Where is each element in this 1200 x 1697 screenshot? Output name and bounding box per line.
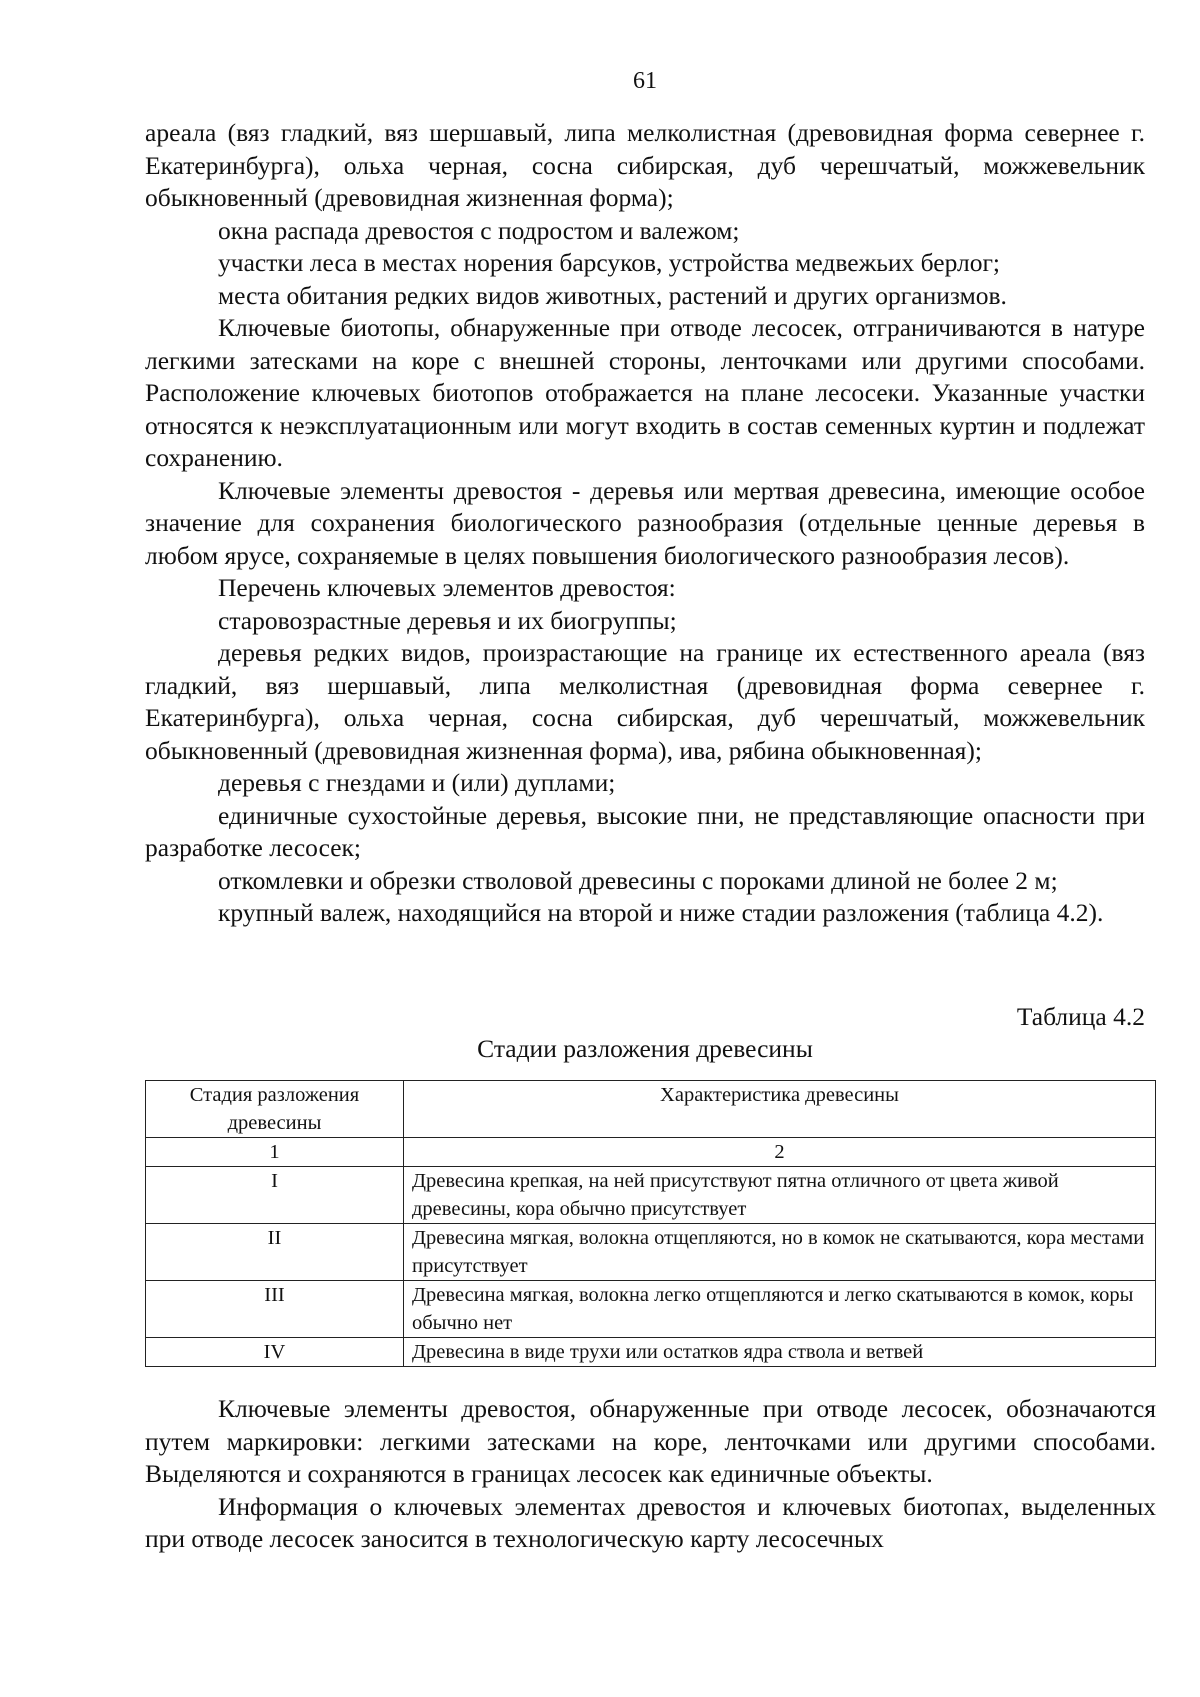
body-text-top <box>145 117 1145 930</box>
paragraph: места обитания редких видов животных, растений и других организмов. <box>218 280 1007 310</box>
paragraph: ареала (вяз гладкий, вяз шершавый, липа мелколистная (древовидная форма севернее г. Екатеринбурга), ольха черная, сосна сибирская, дуб черешчатый, можжевельник обыкновенный (древовидная жизненная форма); <box>145 118 1145 212</box>
paragraph: крупный валеж, находящийся на второй и ниже стадии разложения (таблица 4.2). <box>218 898 1104 927</box>
paragraph: Информация о ключевых элементах древостоя и ключевых биотопах, выделенных при отводе лесосек заносится в технологическую карту лесосечных <box>145 1491 1156 1553</box>
paragraph: старовозрастные деревья и их биогруппы; <box>218 605 677 635</box>
paragraph: Ключевые элементы древостоя - деревья или мертвая древесина, имеющие особое значение для сохранения биологического разнообразия (отдельные ценные деревья в любом ярусе, сохраняемые в целях повышения биологического разнообразия лесов). <box>145 475 1145 570</box>
table-cell: IV <box>146 1338 404 1367</box>
table-cell: 1 <box>146 1138 404 1167</box>
table-header-cell: Характеристика древесины <box>404 1081 1156 1138</box>
table-caption: Таблица 4.2 <box>1016 1002 1145 1031</box>
table-cell: I <box>146 1167 404 1224</box>
paragraph: окна распада древостоя с подростом и валежом; <box>218 215 740 245</box>
table-cell: II <box>146 1224 404 1281</box>
table-cell: Древесина в виде трухи или остатков ядра ствола и ветвей <box>404 1338 1156 1367</box>
table-cell: Древесина мягкая, волокна легко отщепляются и легко скатываются в комок, коры обычно нет <box>404 1281 1156 1338</box>
table-cell: Древесина мягкая, волокна отщепляются, но в комок не скатываются, кора местами присутствует <box>404 1224 1156 1281</box>
body-text-bottom <box>145 1393 1156 1556</box>
paragraph: Ключевые элементы древостоя, обнаруженные при отводе лесосек, обозначаются путем маркировки: легкими затесками на коре, ленточками или другими способами. Выделяются и сохраняются в границах лесосек как единичные объекты. <box>145 1394 1156 1488</box>
paragraph: единичные сухостойные деревья, высокие пни, не представляющие опасности при разработке лесосек; <box>145 800 1145 862</box>
table-row <box>146 1338 1156 1367</box>
paragraph: деревья с гнездами и (или) дуплами; <box>218 768 616 797</box>
paragraph: откомлевки и обрезки стволовой древесины с пороками длиной не более 2 м; <box>218 865 1058 895</box>
table-row <box>146 1281 1156 1338</box>
table-header-cell: Стадия разложения древесины <box>146 1081 404 1138</box>
table-cell: III <box>146 1281 404 1338</box>
paragraph: Перечень ключевых элементов древостоя: <box>218 573 676 602</box>
table-row <box>146 1224 1156 1281</box>
table-row <box>146 1167 1156 1224</box>
table-header-row <box>146 1081 1156 1138</box>
paragraph: Ключевые биотопы, обнаруженные при отводе лесосек, отграничиваются в натуре легкими затесками на коре с внешней стороны, ленточками или другими способами. Расположение ключевых биотопов отображается на плане лесосеки. Указанные участки относятся к неэксплуатационным или могут входить в состав семенных куртин и подлежат сохранению. <box>145 313 1145 472</box>
paragraph: участки леса в местах норения барсуков, устройства медвежьих берлог; <box>218 248 1000 277</box>
page-number: 61 <box>633 68 657 94</box>
table-cell: Древесина крепкая, на ней присутствуют пятна отличного от цвета живой древесины, кора обычно присутствует <box>404 1167 1156 1224</box>
table-title: Стадии разложения древесины <box>477 1034 813 1063</box>
decomposition-stages-table <box>145 1080 1156 1367</box>
paragraph: деревья редких видов, произрастающие на границе их естественного ареала (вяз гладкий, вяз шершавый, липа мелколистная (древовидная форма севернее г. Екатеринбурга), ольха черная, сосна сибирская, дуб черешчатый, можжевельник обыкновенный (древовидная жизненная форма), ива, рябина обыкновенная); <box>145 638 1145 765</box>
table-numbering-row <box>146 1138 1156 1167</box>
table-cell: 2 <box>404 1138 1156 1167</box>
